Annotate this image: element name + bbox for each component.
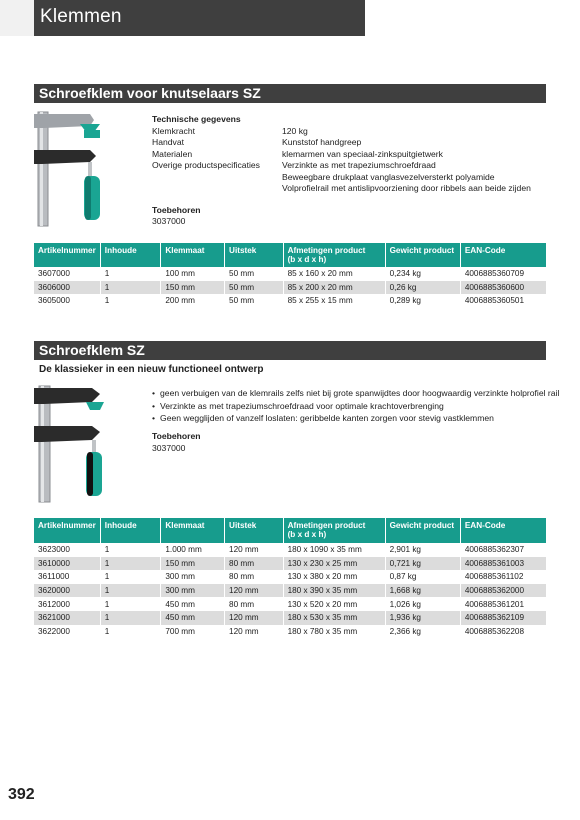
section2-accessories [152, 431, 201, 454]
table-cell: 0,289 kg [385, 294, 460, 308]
table-cell: 4006885362109 [460, 611, 546, 625]
table-cell: 150 mm [161, 557, 225, 571]
bullet-item: • Geen wegglijden of vanzelf loslaten: geribbelde kanten zorgen voor stevig vastklemmen [152, 412, 559, 425]
table-cell: 0,721 kg [385, 557, 460, 571]
table-row [34, 584, 546, 598]
table-cell: 450 mm [161, 597, 225, 611]
spec-row: Handvat Kunststof handgreep [152, 137, 362, 147]
table-cell: 0,26 kg [385, 281, 460, 295]
table-cell: 4006885360501 [460, 294, 546, 308]
table-cell: 3606000 [34, 281, 100, 295]
table-cell: 130 x 380 x 20 mm [283, 570, 385, 584]
section2-subtitle: De klassieker in een nieuw functioneel ontwerp [39, 364, 264, 375]
table-cell: 85 x 255 x 15 mm [283, 294, 385, 308]
clamp-small-image [34, 110, 144, 230]
section2-table [34, 518, 546, 638]
table-cell: 85 x 200 x 20 mm [283, 281, 385, 295]
table-cell: 180 x 780 x 35 mm [283, 625, 385, 639]
table-cell: 1 [100, 625, 161, 639]
table-cell: 1 [100, 570, 161, 584]
table-cell: 4006885361102 [460, 570, 546, 584]
accessories-value: 3037000 [152, 216, 186, 226]
table-cell: 100 mm [161, 267, 225, 281]
col-header: EAN-Code [460, 518, 546, 543]
col-header: Gewicht product [385, 518, 460, 543]
table-row [34, 543, 546, 557]
col-header: Afmetingen product (b x d x h) [283, 518, 385, 543]
table-cell: 180 x 1090 x 35 mm [283, 543, 385, 557]
col-header: Inhoude [100, 243, 161, 267]
table-cell: 700 mm [161, 625, 225, 639]
table-row [34, 570, 546, 584]
table-cell: 3607000 [38, 269, 70, 279]
spec-row: Materialen klemarmen van speciaal-zinkspuitgietwerk [152, 148, 443, 159]
accessories-value: 3037000 [152, 442, 186, 453]
table-cell: 120 mm [225, 543, 284, 557]
table-cell: 0,87 kg [385, 570, 460, 584]
table-cell: 80 mm [225, 570, 284, 584]
col-header: Klemmaat [161, 518, 225, 543]
table-cell: 50 mm [225, 281, 284, 295]
table-cell: 4006885360600 [460, 281, 546, 295]
spec-row: Overige productspecificaties Verzinkte as met trapeziumschroefdraad [152, 160, 436, 170]
spec-row: Beweegbare drukplaat vanglasvezelversterkt polyamide [282, 171, 495, 182]
table-cell: 3611000 [38, 572, 70, 582]
table-cell: 4006885360709 [460, 267, 546, 281]
table-cell: 180 x 390 x 35 mm [283, 584, 385, 598]
table-cell: 120 mm [225, 611, 284, 625]
col-header: Inhoude [100, 518, 161, 543]
section1-table [34, 243, 546, 308]
table-row [34, 611, 546, 625]
table-cell: 2,901 kg [385, 543, 460, 557]
clamp-large-image [34, 384, 144, 506]
table-row [34, 281, 546, 295]
table-cell: 4006885361003 [460, 557, 546, 571]
table-cell: 1,026 kg [385, 597, 460, 611]
table-cell: 1 [100, 584, 161, 598]
table-cell: 50 mm [225, 267, 284, 281]
table-cell: 80 mm [225, 597, 284, 611]
table-cell: 3605000 [38, 296, 70, 306]
table-cell: 120 mm [225, 584, 284, 598]
spec-row: Volprofielrail met antislipvoorziening door ribbels aan beide zijden [282, 183, 531, 193]
bullet-item: • Verzinkte as met trapeziumschroefdraad voor optimale krachtoverbrenging [152, 400, 559, 413]
table-cell: 300 mm [161, 570, 225, 584]
table-cell: 3623000 [38, 545, 70, 555]
table-cell: 1 [100, 557, 161, 571]
table-cell: 80 mm [225, 557, 284, 571]
bullet-item: • geen verbuigen van de klemrails zelfs niet bij grote spanwijdtes door hoogwaardig verzinkte holprofiel rail [152, 387, 559, 400]
table-cell: 1 [100, 611, 161, 625]
col-header: EAN-Code [460, 243, 546, 267]
table-cell: 130 x 230 x 25 mm [283, 557, 385, 571]
table-cell: 1,936 kg [385, 611, 460, 625]
table-row [34, 557, 546, 571]
col-header-sub: (b x d x h) [287, 255, 327, 264]
table-cell: 450 mm [161, 611, 225, 625]
table-cell: 1 [100, 294, 161, 308]
table-cell: 1 [100, 543, 161, 557]
table-cell: 150 mm [161, 281, 225, 295]
table-row [34, 625, 546, 639]
table-cell: 3610000 [34, 557, 100, 571]
table-cell: 3612000 [38, 599, 70, 609]
col-header: Uitstek [225, 518, 284, 543]
spec-row: Klemkracht 120 kg [152, 125, 308, 136]
table-cell: 3621000 [34, 611, 100, 625]
table-row [34, 597, 546, 611]
table-cell: 1 [100, 267, 161, 281]
col-header: Afmetingen product (b x d x h) [283, 243, 385, 267]
table-cell: 50 mm [225, 294, 284, 308]
table-header-row [34, 243, 546, 267]
col-header: Uitstek [225, 243, 284, 267]
section2-title: Schroefklem SZ [34, 341, 546, 360]
table-cell: 4006885362000 [460, 584, 546, 598]
page-number: 392 [8, 786, 35, 803]
table-cell: 300 mm [161, 584, 225, 598]
page-title: Klemmen [40, 6, 122, 27]
table-cell: 200 mm [161, 294, 225, 308]
col-header: Gewicht product [385, 243, 460, 267]
table-cell: 1,668 kg [385, 584, 460, 598]
col-header-sub: (b x d x h) [287, 530, 327, 539]
col-header: Klemmaat [161, 243, 225, 267]
table-cell: 85 x 160 x 20 mm [283, 267, 385, 281]
header-left-strip [0, 0, 34, 36]
accessories-heading: Toebehoren [152, 204, 201, 215]
col-header: Artikelnummer [34, 518, 100, 543]
table-row [34, 267, 546, 281]
table-cell: 4006885361201 [460, 597, 546, 611]
col-header: Artikelnummer [34, 243, 100, 267]
table-cell: 120 mm [225, 625, 284, 639]
section1-title: Schroefklem voor knutselaars SZ [34, 84, 546, 103]
table-cell: 0,234 kg [385, 267, 460, 281]
table-cell: 3620000 [34, 584, 100, 598]
table-cell: 130 x 520 x 20 mm [283, 597, 385, 611]
table-cell: 3622000 [38, 626, 70, 636]
page-header [0, 0, 365, 36]
table-header-row [34, 518, 546, 543]
table-cell: 180 x 530 x 35 mm [283, 611, 385, 625]
spec-heading: Technische gegevens [152, 114, 241, 124]
table-cell: 4006885362307 [460, 543, 546, 557]
accessories-heading: Toebehoren [152, 431, 201, 441]
table-row [34, 294, 546, 308]
section2-bullets [152, 387, 559, 425]
table-cell: 2,366 kg [385, 625, 460, 639]
table-cell: 1 [100, 281, 161, 295]
table-cell: 1.000 mm [161, 543, 225, 557]
table-cell: 1 [100, 597, 161, 611]
section1-specs [152, 114, 542, 228]
table-cell: 4006885362208 [460, 625, 546, 639]
